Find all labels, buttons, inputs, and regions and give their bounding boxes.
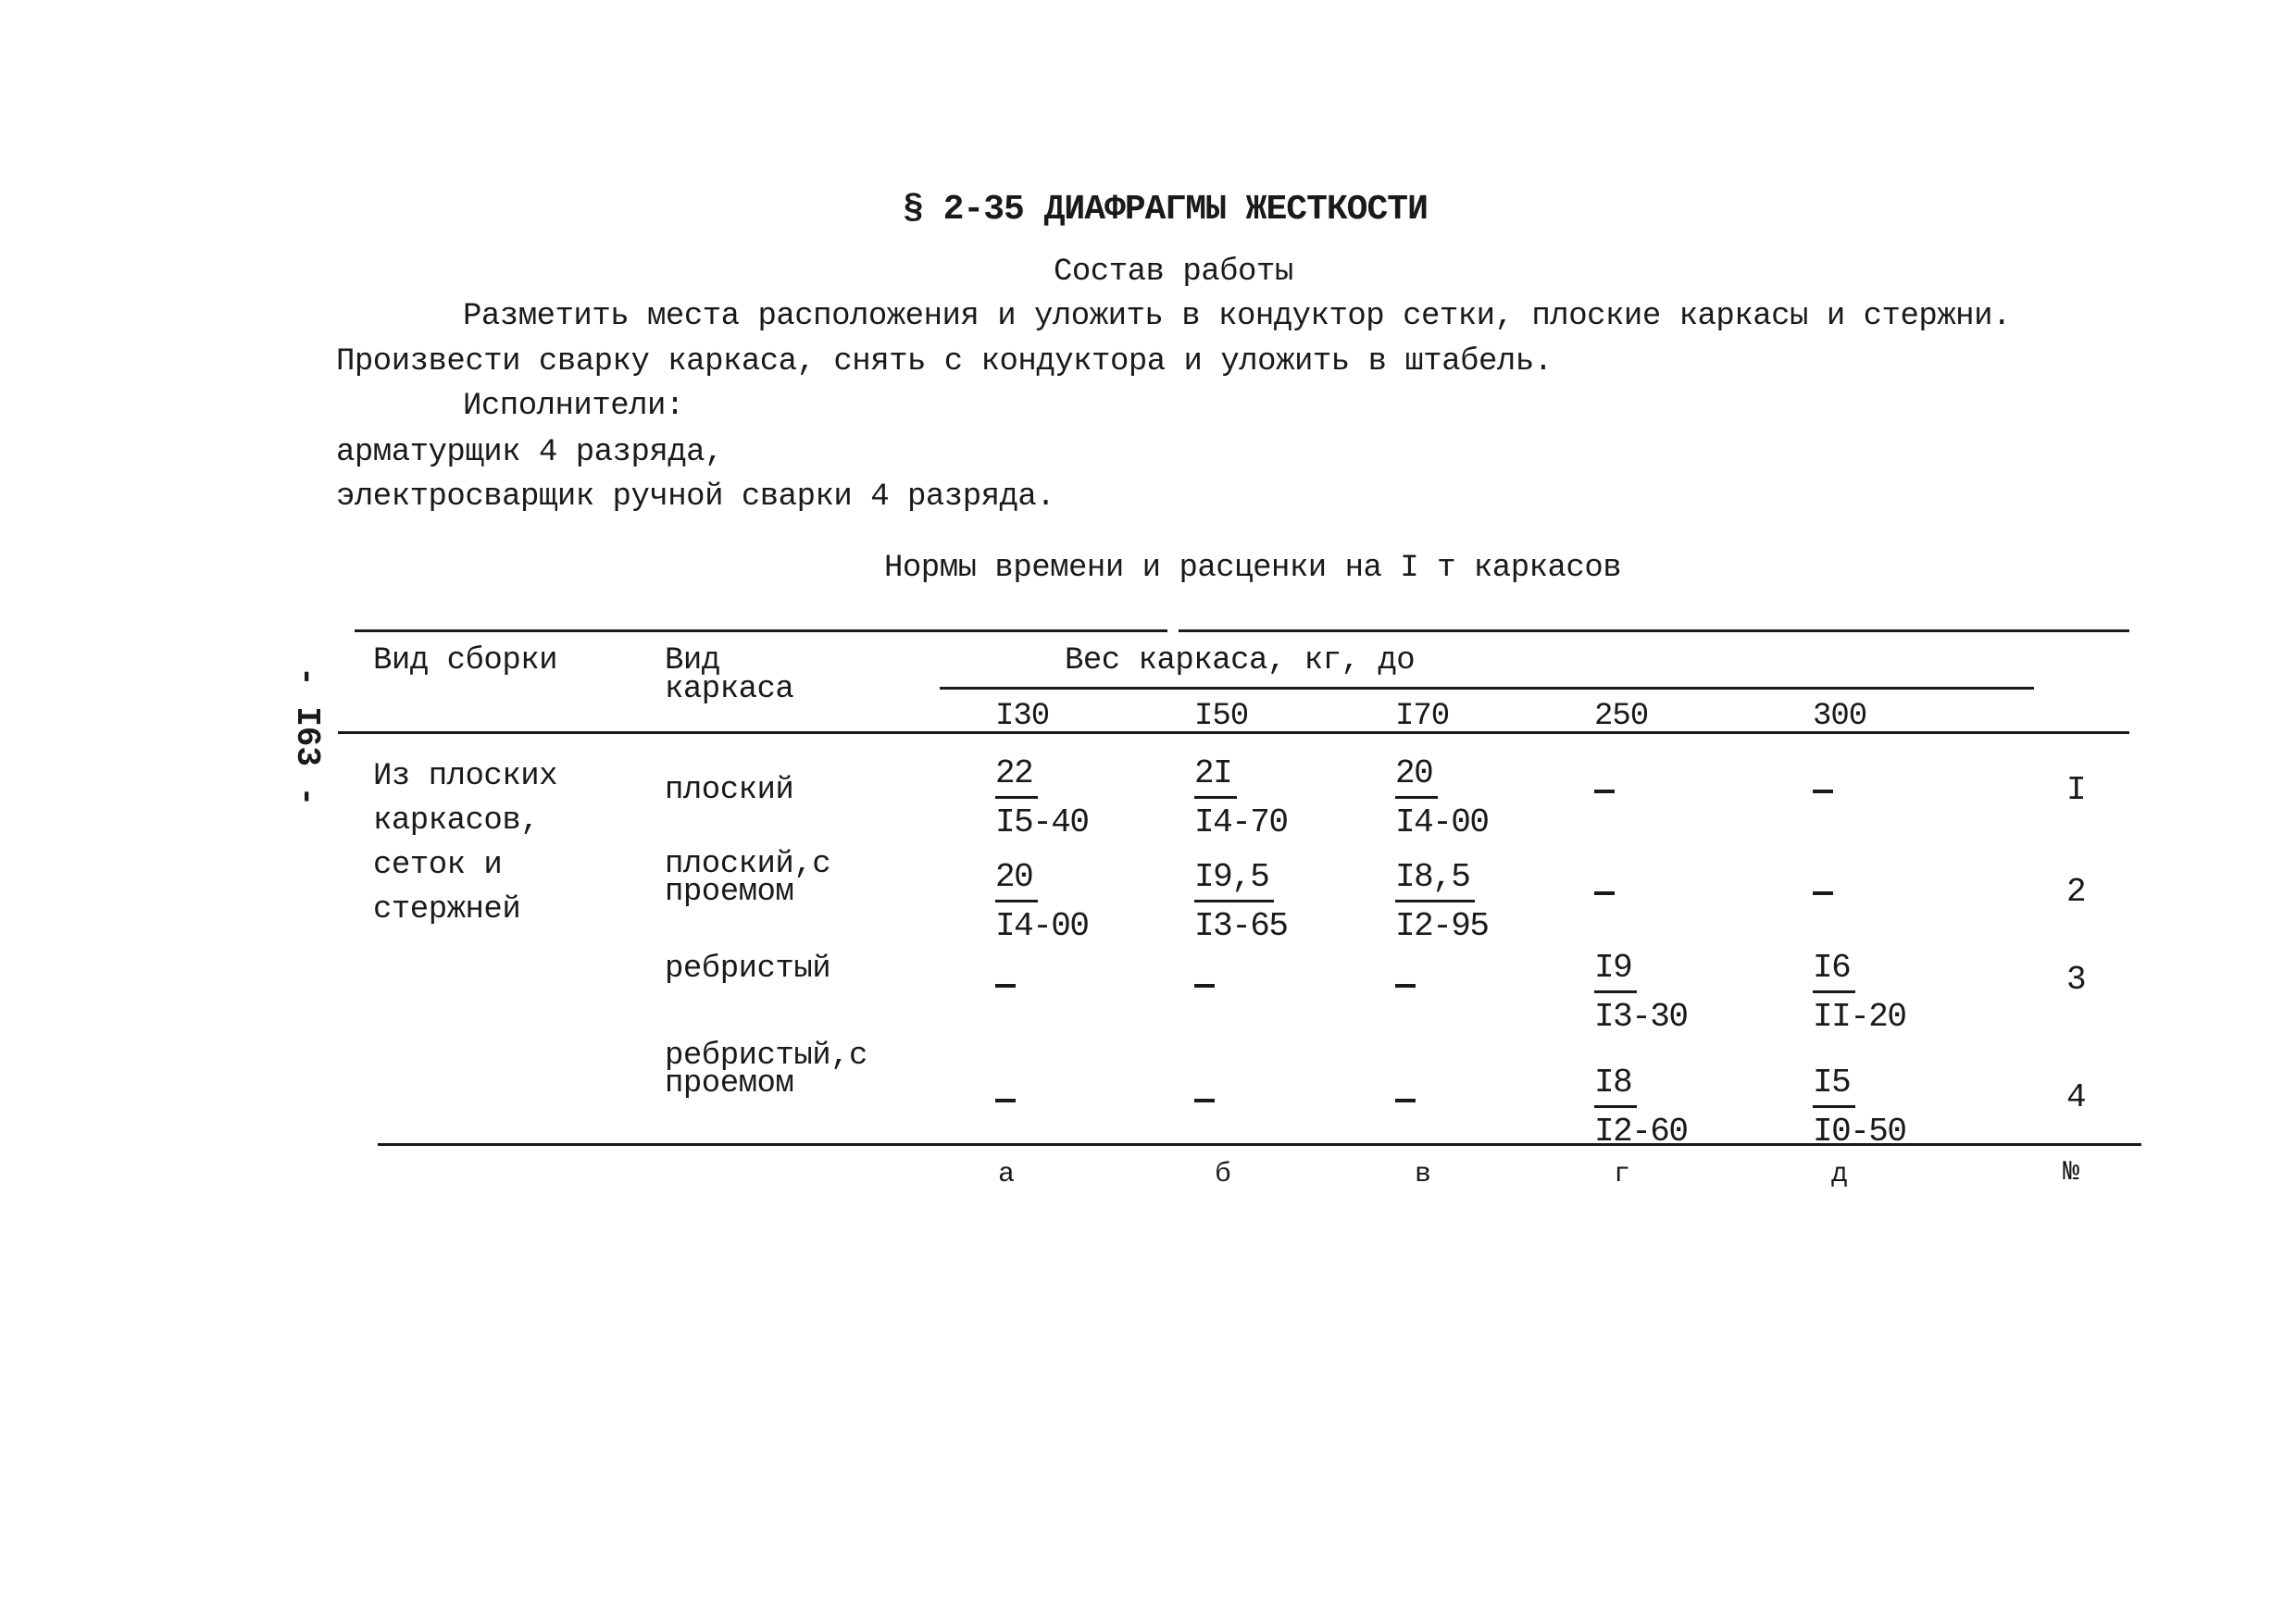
cell-row3-b-empty — [1194, 984, 1215, 988]
norm-value: I6 — [1813, 952, 1855, 993]
price-value: I4-00 — [1395, 803, 1489, 841]
cell-row4-e — [1813, 1066, 1906, 1149]
frame-type-row4-line1: ребристый,с — [665, 1039, 867, 1074]
number-column-label: № — [2063, 1157, 2080, 1189]
work-heading: Состав работы — [1054, 255, 1293, 290]
cell-row4-a-empty — [995, 1099, 1016, 1102]
cell-row3-c-empty — [1395, 984, 1416, 988]
price-value: II-20 — [1813, 998, 1906, 1036]
cell-row1-d-empty — [1594, 790, 1615, 793]
column-header-frame-type-line1: Вид — [665, 643, 720, 678]
column-header-assembly-type: Вид сборки — [373, 643, 558, 678]
column-letter-c: в — [1415, 1159, 1432, 1190]
norm-value: I9,5 — [1194, 861, 1274, 902]
row-number-2: 2 — [2066, 873, 2087, 911]
cell-row2-e-empty — [1813, 891, 1833, 895]
price-value: I3-30 — [1594, 998, 1688, 1036]
column-letter-e: д — [1831, 1159, 1849, 1190]
assembly-type-line2: каркасов, — [373, 803, 540, 839]
cell-row4-d — [1594, 1066, 1688, 1149]
norm-value: 20 — [1395, 757, 1438, 799]
work-description-line2: Произвести сварку каркаса, снять с кондуктора и уложить в штабель. — [336, 344, 1553, 380]
weight-150: I50 — [1194, 699, 1249, 734]
page-number: - I63 - — [288, 666, 326, 807]
row-number-1: I — [2066, 771, 2087, 809]
frame-type-row2-line1: плоский,с — [665, 847, 831, 882]
performer-2: электросварщик ручной сварки 4 разряда. — [336, 479, 1055, 515]
cell-row4-c-empty — [1395, 1099, 1416, 1102]
column-letter-a: а — [998, 1159, 1016, 1190]
table-caption: Нормы времени и расценки на I т каркасов — [884, 551, 1622, 586]
weight-header: Вес каркаса, кг, до — [1065, 643, 1416, 678]
row-number-4: 4 — [2066, 1078, 2087, 1116]
weight-250: 250 — [1594, 699, 1649, 734]
norm-value: I5 — [1813, 1066, 1855, 1108]
cell-row3-d — [1594, 949, 1688, 1036]
price-value: I2-60 — [1594, 1113, 1688, 1151]
frame-type-row2-line2: проемом — [665, 875, 794, 910]
cell-row2-a — [995, 858, 1089, 945]
performer-1: арматурщик 4 разряда, — [336, 435, 723, 470]
cell-row1-b — [1194, 754, 1288, 841]
price-value: I2-95 — [1395, 907, 1489, 945]
work-description-line1: Разметить места расположения и уложить в кондуктор сетки, плоские каркасы и стержни. — [463, 299, 2011, 334]
cell-row2-b — [1194, 858, 1288, 945]
column-letter-d: г — [1614, 1159, 1631, 1190]
cell-row2-d-empty — [1594, 891, 1615, 895]
weight-130: I30 — [995, 699, 1050, 734]
price-value: I5-40 — [995, 803, 1089, 841]
weight-170: I70 — [1395, 699, 1450, 734]
row-number-3: 3 — [2066, 961, 2087, 999]
assembly-type-line4: стержней — [373, 892, 521, 927]
norm-value: I9 — [1594, 952, 1637, 993]
section-title: § 2-35 ДИАФРАГМЫ ЖЕСТКОСТИ — [903, 190, 1428, 230]
norm-value: I8 — [1594, 1066, 1637, 1108]
table-top-rule-right — [1179, 629, 2129, 632]
price-value: I0-50 — [1813, 1113, 1906, 1151]
frame-type-row4-line2: проемом — [665, 1066, 794, 1101]
cell-row1-a — [995, 754, 1089, 841]
weight-header-rule — [940, 687, 2034, 690]
table-top-rule-left — [355, 629, 1167, 632]
cell-row4-b-empty — [1194, 1099, 1215, 1102]
weight-300: 300 — [1813, 699, 1867, 734]
performers-heading: Исполнители: — [463, 389, 684, 424]
price-value: I3-65 — [1194, 907, 1288, 945]
frame-type-row1: плоский — [665, 773, 794, 808]
cell-row1-e-empty — [1813, 790, 1833, 793]
cell-row1-c — [1395, 754, 1489, 841]
price-value: I4-00 — [995, 907, 1089, 945]
price-value: I4-70 — [1194, 803, 1288, 841]
norm-value: 20 — [995, 861, 1038, 902]
norm-value: 2I — [1194, 757, 1237, 799]
assembly-type-line3: сеток и — [373, 848, 503, 883]
assembly-type-line1: Из плоских — [373, 759, 558, 794]
cell-row3-a-empty — [995, 984, 1016, 988]
column-letter-b: б — [1215, 1159, 1232, 1190]
cell-row2-c — [1395, 858, 1489, 945]
norm-value: 22 — [995, 757, 1038, 799]
cell-row3-e — [1813, 949, 1906, 1036]
norm-value: I8,5 — [1395, 861, 1475, 902]
column-header-frame-type-line2: каркаса — [665, 672, 794, 707]
frame-type-row3: ребристый — [665, 952, 831, 987]
